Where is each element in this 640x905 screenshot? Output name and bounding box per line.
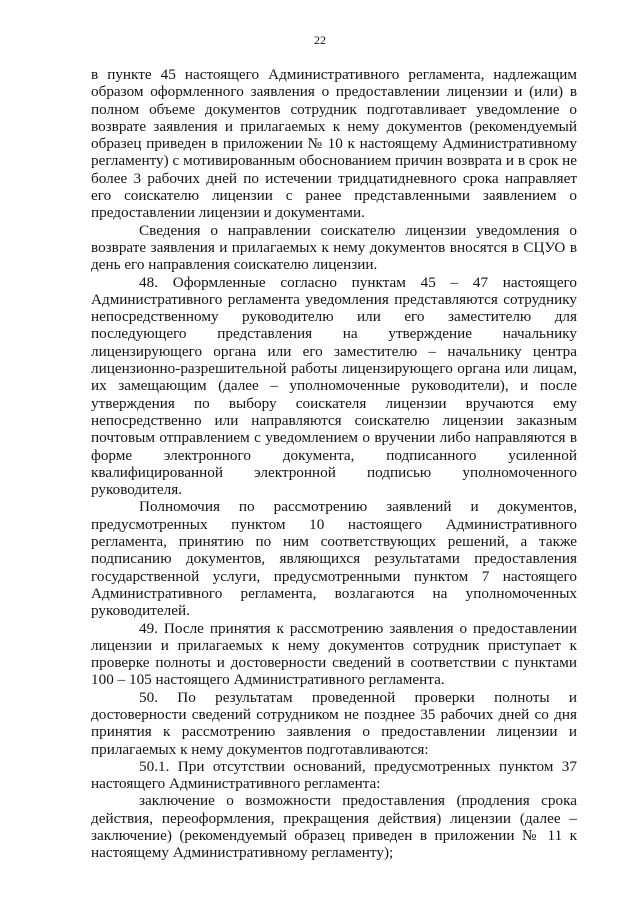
paragraph-7: 50.1. При отсутствии оснований, предусмотренных пунктом 37 настоящего Административного регламента: — [91, 757, 577, 793]
paragraph-8: заключение о возможности предоставления (продления срока действия, переоформления, прекращения действия) лицензии (далее – заключение) (рекомендуемый образец приведен в приложении № 11 к настоящему Административному регламенту); — [91, 792, 577, 862]
paragraph-5: 49. После принятия к рассмотрению заявления о предоставлении лицензии и прилагаемых к нему документов сотрудник приступает к проверке полноты и достоверности сведений в соответствии с пунктами 100 – 105 настоящего Административного регламента. — [91, 619, 577, 689]
paragraph-6: 50. По результатам проведенной проверки полноты и достоверности сведений сотрудником не позднее 35 рабочих дней со дня принятия к рассмотрению заявления о предоставлении лицензии и прилагаемых к нему документов подготавливаются: — [91, 688, 577, 758]
paragraph-1: в пункте 45 настоящего Административного регламента, надлежащим образом оформленного заявления о предоставлении лицензии и (или) в полном объеме документов сотрудник подготавливает уведомление о возврате заявления и прилагаемых к нему документов (рекомендуемый образец приведен в приложении № 10 к настоящему Административному регламенту) с мотивированным обоснованием причин возврата и в срок не более 3 рабочих дней по истечении тридцатидневного срока направляет его соискателю лицензии с ранее представленными заявлением о предоставлении лицензии и документами. — [91, 66, 577, 222]
document-body — [91, 66, 577, 862]
paragraph-3: 48. Оформленные согласно пунктам 45 – 47 настоящего Административного регламента уведомления представляются сотруднику непосредственному руководителю или его заместителю для последующего представления на утверждение начальнику лицензирующего органа или его заместителю – начальнику центра лицензионно-разрешительной работы лицензирующего органа или лицам, их замещающим (далее – уполномоченные руководители), и после утверждения по выбору соискателя лицензии вручаются ему непосредственно или направляются соискателю лицензии заказным почтовым отправлением с уведомлением о вручении либо направляются в форме электронного документа, подписанного усиленной квалифицированной электронной подписью уполномоченного руководителя. — [91, 273, 577, 499]
page-number: 22 — [314, 33, 326, 47]
paragraph-4: Полномочия по рассмотрению заявлений и документов, предусмотренных пунктом 10 настоящего Административного регламента, принятию по ним соответствующих решений, а также подписанию документов, являющихся результатами предоставления государственной услуги, предусмотренными пунктом 7 настоящего Административного регламента, возлагаются на уполномоченных руководителей. — [91, 498, 577, 620]
paragraph-2: Сведения о направлении соискателю лицензии уведомления о возврате заявления и прилагаемых к нему документов вносятся в СЦУО в день его направления соискателю лицензии. — [91, 221, 577, 274]
